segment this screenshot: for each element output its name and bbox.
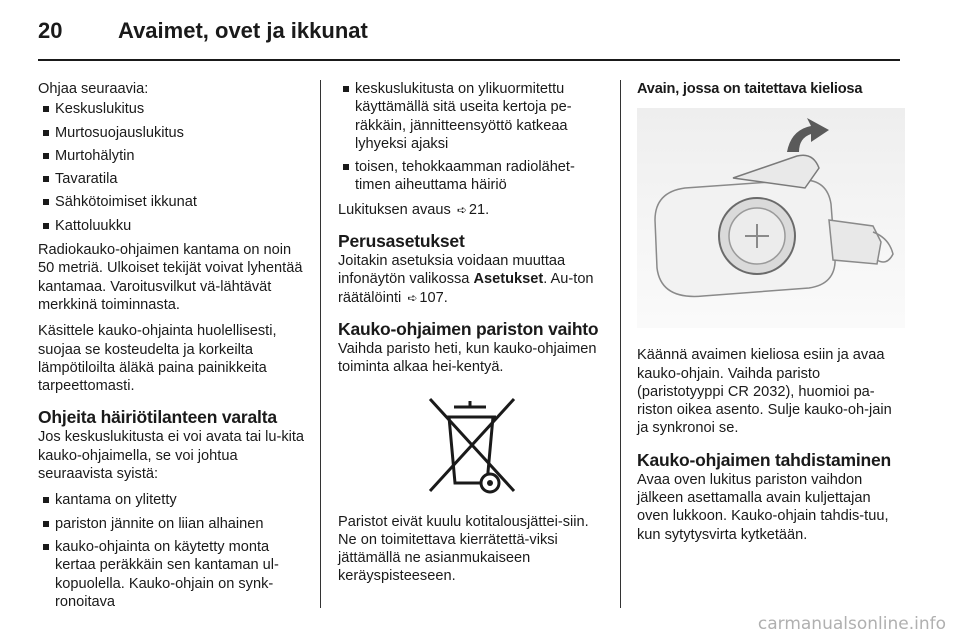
- range-paragraph: Radiokauko-ohjaimen kantama on noin 50 metriä. Ulkoiset tekijät voivat lyhentää kantamaa. Varoitusvilkut vä-lähtävät merkkinä toiminnasta.: [38, 242, 303, 313]
- fault-paragraph: Jos keskuslukitusta ei voi avata tai lu-kita kauko-ohjaimella, se voi johtua seuraavista syistä:: [38, 429, 305, 483]
- controls-intro: Ohjaa seuraavia:: [38, 81, 149, 97]
- list-item: Murtosuojauslukitus: [38, 124, 306, 142]
- key-paragraph: Käännä avaimen kieliosa esiin ja avaa kauko-ohjain. Vaihda paristo (paristotyyppi CR 2032), huomioi pa-riston oikea asento. Sulje kauko-oh-jain ja synkronoi se.: [637, 347, 892, 437]
- watermark: carmanualsonline.info: [757, 614, 946, 634]
- column-divider-1: [320, 80, 321, 608]
- bullet-square-icon: [43, 544, 49, 550]
- list-item: kauko-ohjainta on käytetty monta kertaa peräkkäin sen kantaman ul-kopuolella. Kauko-ohjain on synk-ronoitava: [38, 538, 306, 611]
- list-item: pariston jännite on liian alhainen: [38, 515, 306, 533]
- bullet-square-icon: [343, 86, 349, 92]
- header-rule: [38, 59, 900, 61]
- bullet-square-icon: [43, 106, 49, 112]
- settings-menu-name: Asetukset: [473, 271, 544, 288]
- fault-causes-list-cont: [338, 80, 606, 195]
- list-item: Tavaratila: [38, 170, 306, 188]
- column-2: [338, 80, 606, 594]
- key-battery-illustration: [637, 108, 905, 328]
- customization-page-link[interactable]: 107.: [419, 289, 448, 306]
- battery-paragraph: Vaihda paristo heti, kun kauko-ohjaimen toiminta alkaa hei-kentyä.: [338, 340, 597, 376]
- page-reference-icon: ➪: [456, 202, 467, 217]
- basic-settings-heading: Perusasetukset: [338, 231, 465, 252]
- page-title: Avaimet, ovet ja ikkunat: [118, 18, 368, 43]
- bullet-square-icon: [343, 164, 349, 170]
- list-item: Murtohälytin: [38, 147, 306, 165]
- list-item: Sähkötoimiset ikkunat: [38, 193, 306, 211]
- basic-settings-paragraph: Joitakin asetuksia voidaan muuttaa infonäytön valikossa Asetukset. Au-ton räätälöinti ➪ 107.: [338, 253, 594, 306]
- list-item: Kattoluukku: [38, 217, 306, 235]
- controls-list: [38, 100, 306, 235]
- page-reference-icon: ➪: [407, 290, 418, 305]
- disposal-paragraph: Paristot eivät kuulu kotitalousjättei-siin. Ne on toimitettava kierrätettä-viksi jättämällä ne asianmukaiseen keräyspisteeseen.: [338, 513, 589, 585]
- list-item: keskuslukitusta on ylikuormitettu käyttämällä sitä useita kertoja pe-räkkäin, jännitteensyöttö katkeaa lyhyeksi ajaksi: [338, 80, 606, 153]
- column-divider-2: [620, 80, 621, 608]
- column-3: [637, 80, 905, 552]
- crossed-bin-icon: [416, 393, 526, 499]
- sync-paragraph: Avaa oven lukitus pariston vaihdon jälkeen asettamalla avain kuljettajan oven lukkoon. Kauko-ohjain tahdis-tuu, kun sytytysvirta kytketään.: [637, 471, 889, 543]
- fault-causes-list: [38, 491, 306, 611]
- list-item: kantama on ylitetty: [38, 491, 306, 509]
- care-paragraph: Käsittele kauko-ohjainta huolellisesti, suojaa se kosteudelta ja korkeilta lämpötiloilta äläkä paina painikkeita tarpeettomasti.: [38, 323, 277, 395]
- bullet-square-icon: [43, 521, 49, 527]
- page-number: 20: [38, 18, 63, 43]
- bullet-square-icon: [43, 130, 49, 136]
- column-1: [38, 80, 306, 617]
- battery-heading: Kauko-ohjaimen pariston vaihto: [338, 318, 599, 339]
- bullet-square-icon: [43, 153, 49, 159]
- bullet-square-icon: [43, 497, 49, 503]
- list-item: toisen, tehokkaamman radiolähet-timen aiheuttama häiriö: [338, 158, 606, 195]
- bullet-square-icon: [43, 176, 49, 182]
- unlock-reference: Lukituksen avaus ➪ 21.: [338, 201, 490, 218]
- key-heading: Avain, jossa on taitettava kieliosa: [637, 81, 863, 97]
- unlock-page-link[interactable]: 21.: [468, 201, 490, 218]
- bullet-square-icon: [43, 223, 49, 229]
- sync-heading: Kauko-ohjaimen tahdistaminen: [637, 449, 892, 470]
- list-item: Keskuslukitus: [38, 100, 306, 118]
- bullet-square-icon: [43, 199, 49, 205]
- fault-heading: Ohjeita häiriötilanteen varalta: [38, 407, 277, 428]
